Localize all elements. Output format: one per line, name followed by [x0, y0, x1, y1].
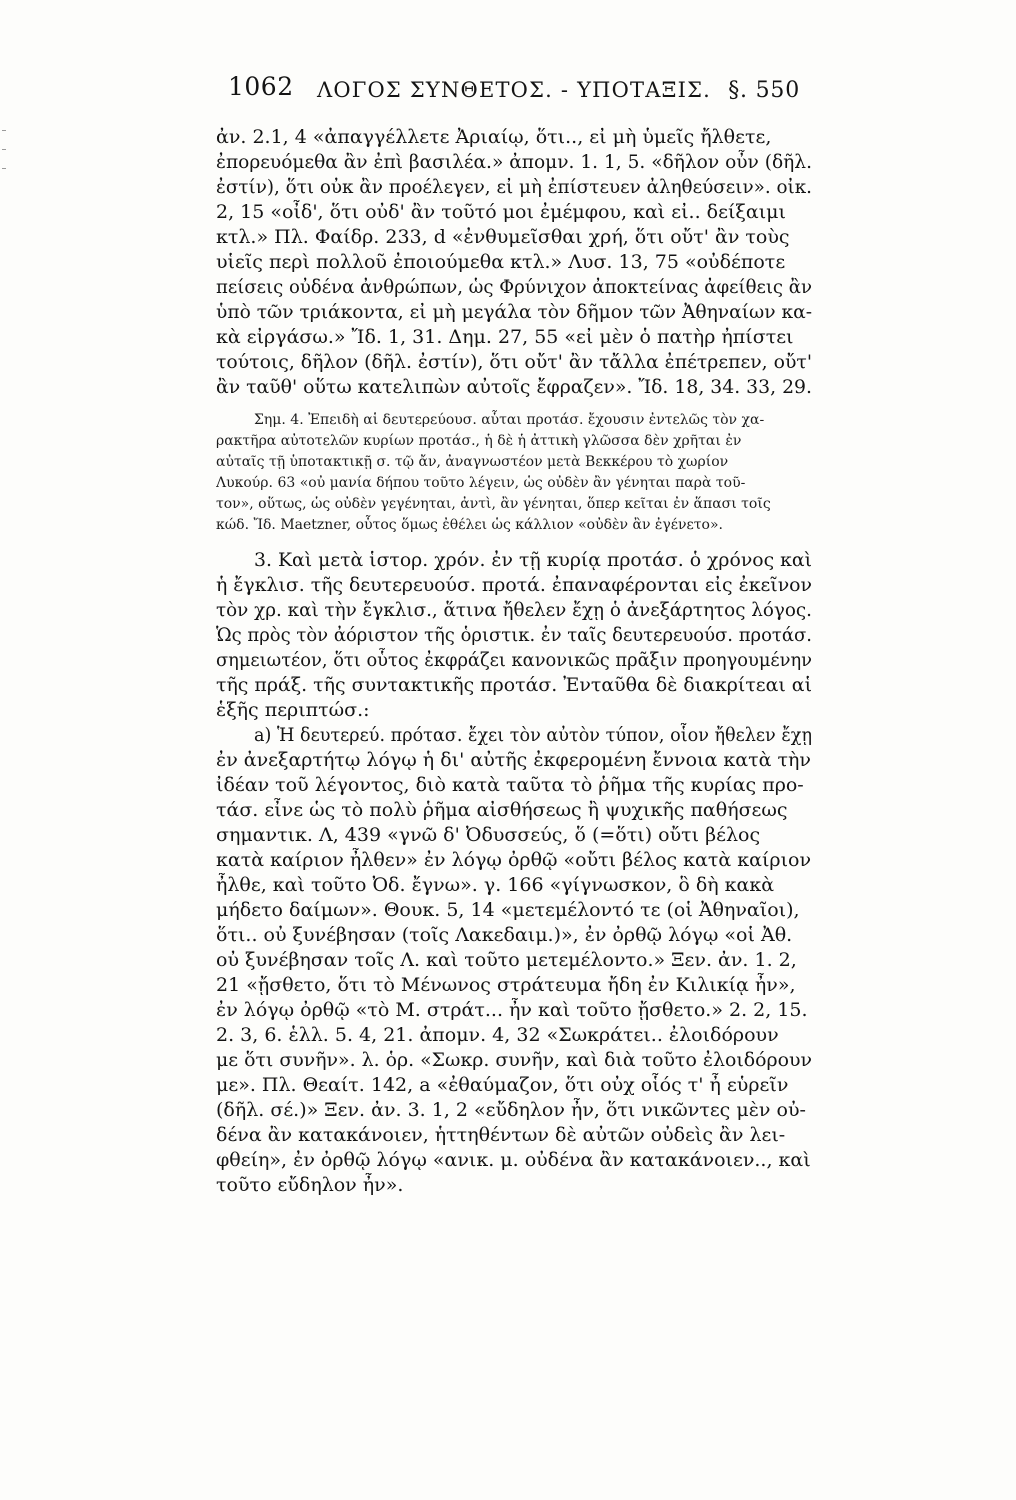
text-line: κατὰ καίριον ἦλθεν» ἐν λόγῳ ὀρθῷ «οὔτι βέλος κατὰ καίριον — [216, 849, 812, 871]
text-line: ἐπορευόμεθα ἂν ἐπὶ βασιλέα.» ἀπομν. 1. 1, 5. «δῆλον οὖν (δῆλ. — [216, 151, 812, 173]
text-line: δένα ἂν κατακάνοιεν, ἡττηθέντων δὲ αὐτῶν οὐδεὶς ἂν λει- — [216, 1124, 786, 1146]
text-line: 2, 15 «οἶδ', ὅτι οὐδ' ἂν τοῦτό μοι ἐμέμφου, καὶ εἰ.. δείξαιμι — [216, 201, 786, 223]
page-number: 1062 — [228, 72, 294, 101]
text-line: ἑξῆς περιπτώσ.: — [216, 699, 370, 721]
text-block-citations — [216, 125, 812, 400]
text-line: οὐ ξυνέβησαν τοῖς Λ. καὶ τοῦτο μετεμέλοντο.» Ξεν. ἀν. 1. 2, — [216, 949, 797, 971]
note-line: Σημ. 4. Ἐπειδὴ αἱ δευτερεύουσ. αὗται προτάσ. ἔχουσιν ἐντελῶς τὸν χα- — [254, 412, 765, 428]
running-head — [228, 72, 800, 112]
text-line: τούτοις, δῆλον (δῆλ. ἐστίν), ὅτι οὔτ' ἂν τἄλλα ἐπέτρεπεν, οὔτ' — [216, 351, 812, 373]
text-line: ὅτι.. οὐ ξυνέβησαν (τοῖς Λακεδαιμ.)», ἐν ὀρθῷ λόγῳ «οἱ Ἀθ. — [216, 924, 793, 946]
text-line: σημαντικ. Λ, 439 «γνῶ δ' Ὀδυσσεύς, ὅ (=ὅτι) οὔτι βέλος — [216, 824, 761, 846]
text-line: μήδετο δαίμων». Θουκ. 5, 14 «μετεμέλοντό τε (οἱ Ἀθηναῖοι), — [216, 899, 800, 921]
text-line: κὰ εἰργάσω.» Ἴδ. 1, 31. Δημ. 27, 55 «εἰ μὲν ὁ πατὴρ ἠπίστει — [216, 326, 794, 348]
text-line: τῆς πράξ. τῆς συντακτικῆς προτάσ. Ἐνταῦθα δὲ διακρίτεαι αἱ — [216, 674, 812, 696]
text-line: 3. Καὶ μετὰ ἱστορ. χρόν. ἐν τῇ κυρίᾳ προτάσ. ὁ χρόνος καὶ — [254, 549, 812, 571]
text-line: κτλ.» Πλ. Φαίδρ. 233, d «ἐνθυμεῖσθαι χρή, ὅτι οὔτ' ἂν τοὺς — [216, 226, 790, 248]
text-line: ὑπὸ τῶν τριάκοντα, εἰ μὴ μεγάλα τὸν δῆμον τῶν Ἀθηναίων κα- — [216, 301, 812, 323]
text-line: ἂν ταῦθ' οὕτω κατελιπὼν αὐτοῖς ἔφραζεν». Ἴδ. 18, 34. 33, 29. — [216, 376, 812, 398]
text-line: με ὅτι συνῆν». λ. ὁρ. «Σωκρ. συνῆν, καὶ διὰ τοῦτο ἐλοιδόρουν — [216, 1049, 812, 1071]
text-line: 21 «ᾔσθετο, ὅτι τὸ Μένωνος στράτευμα ἤδη ἐν Κιλικίᾳ ἦν», — [216, 974, 796, 996]
text-line: τάσ. εἶνε ὡς τὸ πολὺ ῥῆμα αἰσθήσεως ἢ ψυχικῆς παθήσεως — [216, 799, 788, 821]
note-line: Λυκούρ. 63 «οὐ μανία δήπου τοῦτο λέγειν, ὡς οὐδὲν ἂν γένηται παρὰ τοῦ- — [216, 475, 746, 491]
section-title: ΛΟΓΟΣ ΣΥΝΘΕΤΟΣ. - ΥΠΟΤΑΞΙΣ. — [316, 78, 712, 102]
text-line: ἐν ἀνεξαρτήτῳ λόγῳ ἡ δι' αὐτῆς ἐκφερομένη ἔννοια κατὰ τὴν — [216, 749, 811, 771]
section-number: §. 550 — [728, 78, 800, 103]
note-line: κώδ. Ἴδ. Maetzner, οὗτος ὅμως ἐθέλει ὡς κάλλιον «οὐδὲν ἂν ἐγένετο». — [216, 517, 724, 533]
edge-mark — [2, 130, 6, 131]
main-text — [216, 125, 812, 1198]
note-line: ρακτῆρα αὐτοτελῶν κυρίων προτάσ., ἡ δὲ ἡ ἀττικὴ γλῶσσα δὲν χρῆται ἐν — [216, 433, 742, 449]
text-line: 2. 3, 6. ἑλλ. 5. 4, 21. ἀπομν. 4, 32 «Σωκράτει.. ἐλοιδόρουν — [216, 1024, 779, 1046]
footnote-block — [216, 410, 812, 536]
text-line: υἱεῖς περὶ πολλοῦ ἐποιούμεθα κτλ.» Λυσ. 13, 75 «οὐδέποτε — [216, 251, 786, 273]
text-line: σημειωτέον, ὅτι οὗτος ἐκφράζει κανονικῶς πρᾶξιν προηγουμένην — [216, 649, 812, 671]
text-line: (δῆλ. σέ.)» Ξεν. ἀν. 3. 1, 2 «εὔδηλον ἦν, ὅτι νικῶντες μὲν οὐ- — [216, 1099, 806, 1121]
paragraph-a — [216, 723, 812, 1198]
page-edge-marks — [2, 130, 6, 190]
edge-mark — [2, 168, 6, 169]
text-line: τοῦτο εὔδηλον ἦν». — [216, 1174, 404, 1196]
text-line: πείσεις οὐδένα ἀνθρώπων, ὡς Φρύνιχον ἀποκτείνας ἀφείθεις ἂν — [216, 276, 812, 298]
text-line: ἡ ἔγκλισ. τῆς δευτερευούσ. προτά. ἐπαναφέρονται εἰς ἐκεῖνον — [216, 574, 812, 596]
text-line: Ὡς πρὸς τὸν ἀόριστον τῆς ὁριστικ. ἐν ταῖς δευτερευούσ. προτάσ. — [216, 624, 812, 646]
paragraph-three — [216, 548, 812, 723]
text-line: ἐστίν), ὅτι οὐκ ἂν προέλεγεν, εἰ μὴ ἐπίστευεν ἀληθεύσειν». οἰκ. — [216, 176, 812, 198]
text-line: ἐν λόγῳ ὀρθῷ «τὸ Μ. στράτ... ἦν καὶ τοῦτο ᾔσθετο.» 2. 2, 15. — [216, 999, 808, 1021]
text-line: ἀν. 2.1, 4 «ἀπαγγέλλετε Ἀριαίῳ, ὅτι.., εἰ μὴ ὑμεῖς ἤλθετε, — [216, 126, 772, 148]
text-line: a) Ἡ δευτερεύ. πρότασ. ἔχει τὸν αὐτὸν τύπον, οἷον ἤθελεν ἔχῃ — [254, 724, 812, 746]
text-line: τὸν χρ. καὶ τὴν ἔγκλισ., ἅτινα ἤθελεν ἔχῃ ὁ ἀνεξάρτητος λόγος. — [216, 599, 812, 621]
edge-mark — [2, 149, 6, 150]
text-line: ἦλθε, καὶ τοῦτο Ὀδ. ἔγνω». γ. 166 «γίγνωσκον, ὃ δὴ κακὰ — [216, 874, 775, 896]
note-line: αὐταῖς τῇ ὑποτακτικῇ σ. τῷ ἄν, ἀναγνωστέον μετὰ Βεκκέρου τὸ χωρίον — [216, 454, 729, 470]
note-line: τον», οὕτως, ὡς οὐδὲν γεγένηται, ἀντὶ, ἂν γένηται, ὅπερ κεῖται ἐν ἅπασι τοῖς — [216, 496, 771, 512]
text-line: φθείη», ἐν ὀρθῷ λόγῳ «ανικ. μ. οὐδένα ἂν κατακάνοιεν.., καὶ — [216, 1149, 811, 1171]
text-line: ἰδέαν τοῦ λέγοντος, διὸ κατὰ ταῦτα τὸ ῥῆμα τῆς κυρίας προ- — [216, 774, 804, 796]
text-line: με». Πλ. Θεαίτ. 142, a «ἐθαύμαζον, ὅτι οὐχ οἷός τ' ἦ εὑρεῖν — [216, 1074, 789, 1096]
